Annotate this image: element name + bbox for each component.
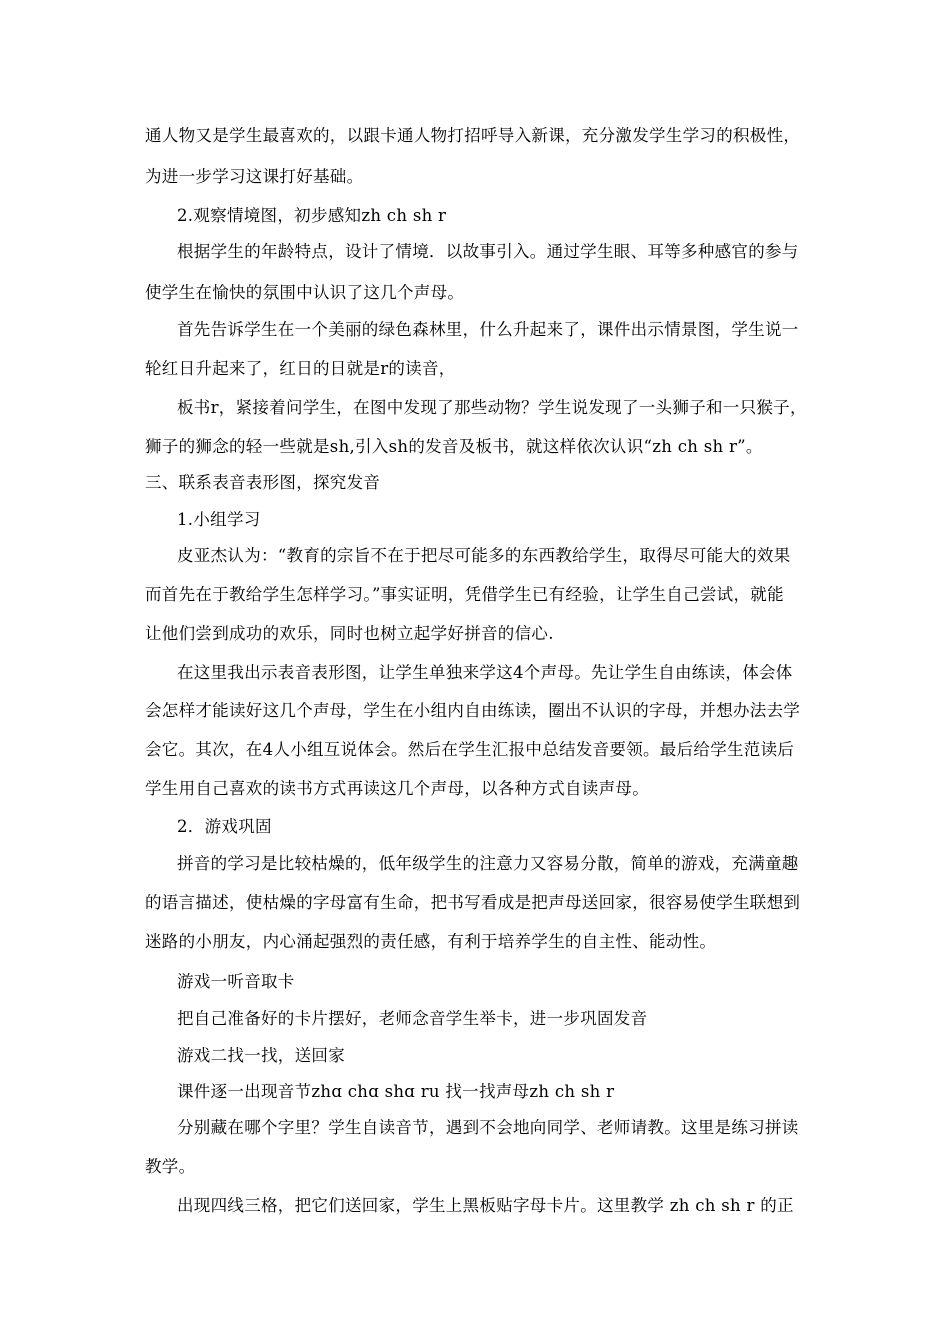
section-heading: 2.观察情境图，初步感知zh ch sh r (177, 206, 447, 225)
paragraph-line: 在这里我出示表音表形图，让学生单独来学这4个声母。先让学生自由练读，体会体 (177, 663, 793, 682)
paragraph-line: 会它。其次，在4人小组互说体会。然后在学生汇报中总结发音要领。最后给学生范读后 (145, 740, 795, 759)
paragraph-line: 狮子的狮念的轻一些就是sh,引入sh的发音及板书，就这样依次认识“zh ch sh r”。 (145, 437, 763, 456)
paragraph-line: 皮亚杰认为：“教育的宗旨不在于把尽可能多的东西教给学生，取得尽可能大的效果 (177, 546, 791, 565)
section-heading: 2．游戏巩固 (177, 817, 272, 836)
paragraph-line: 学生用自己喜欢的读书方式再读这几个声母，以各种方式自读声母。 (145, 779, 649, 798)
paragraph-line: 为进一步学习这课打好基础。 (145, 167, 364, 186)
paragraph-line: 首先告诉学生在一个美丽的绿色森林里，什么升起来了，课件出示情景图，学生说一 (177, 320, 799, 339)
section-heading: 三、联系表音表形图，探究发音 (145, 473, 381, 492)
paragraph-line: 迷路的小朋友，内心涌起强烈的责任感，有利于培养学生的自主性、能动性。 (145, 932, 717, 951)
paragraph-line: 轮红日升起来了，红日的日就是r的读音， (145, 359, 456, 378)
paragraph-line: 分别藏在哪个字里？学生自读音节，遇到不会地向同学、老师请教。这里是练习拼读 (177, 1118, 799, 1137)
paragraph-line: 课件逐一出现音节zhɑ chɑ shɑ ru 找一找声母zh ch sh r (177, 1082, 615, 1101)
paragraph-line: 拼音的学习是比较枯燥的，低年级学生的注意力又容易分散，简单的游戏，充满童趣 (177, 854, 799, 873)
paragraph-line: 让他们尝到成功的欢乐，同时也树立起学好拼音的信心. (145, 624, 554, 643)
paragraph-line: 游戏二找一找，送回家 (177, 1046, 345, 1065)
section-heading: 1.小组学习 (177, 510, 261, 529)
paragraph-line: 把自己准备好的卡片摆好，老师念音学生举卡，进一步巩固发音 (177, 1009, 648, 1028)
paragraph-line: 游戏一听音取卡 (177, 972, 295, 991)
paragraph-line: 而首先在于教给学生怎样学习。”事实证明，凭借学生已有经验，让学生自己尝试，就能 (145, 585, 784, 604)
paragraph-line: 会怎样才能读好这几个声母，学生在小组内自由练读，圈出不认识的字母，并想办法去学 (145, 701, 801, 720)
paragraph-line: 教学。 (145, 1157, 196, 1176)
paragraph-line: 通人物又是学生最喜欢的，以跟卡通人物打招呼导入新课，充分激发学生学习的积极性， (145, 126, 801, 145)
paragraph-line: 使学生在愉快的氛围中认识了这几个声母。 (145, 283, 465, 302)
paragraph-line: 出现四线三格，把它们送回家，学生上黑板贴字母卡片。这里教学 zh ch sh r 的正 (177, 1196, 794, 1215)
paragraph-line: 的语言描述，使枯燥的字母富有生命，把书写看成是把声母送回家，很容易使学生联想到 (145, 893, 801, 912)
paragraph-line: 根据学生的年龄特点，设计了情境．以故事引入。通过学生眼、耳等多种感官的参与 (177, 242, 799, 261)
paragraph-line: 板书r，紧接着问学生，在图中发现了那些动物？学生说发现了一头狮子和一只猴子， (177, 398, 807, 417)
